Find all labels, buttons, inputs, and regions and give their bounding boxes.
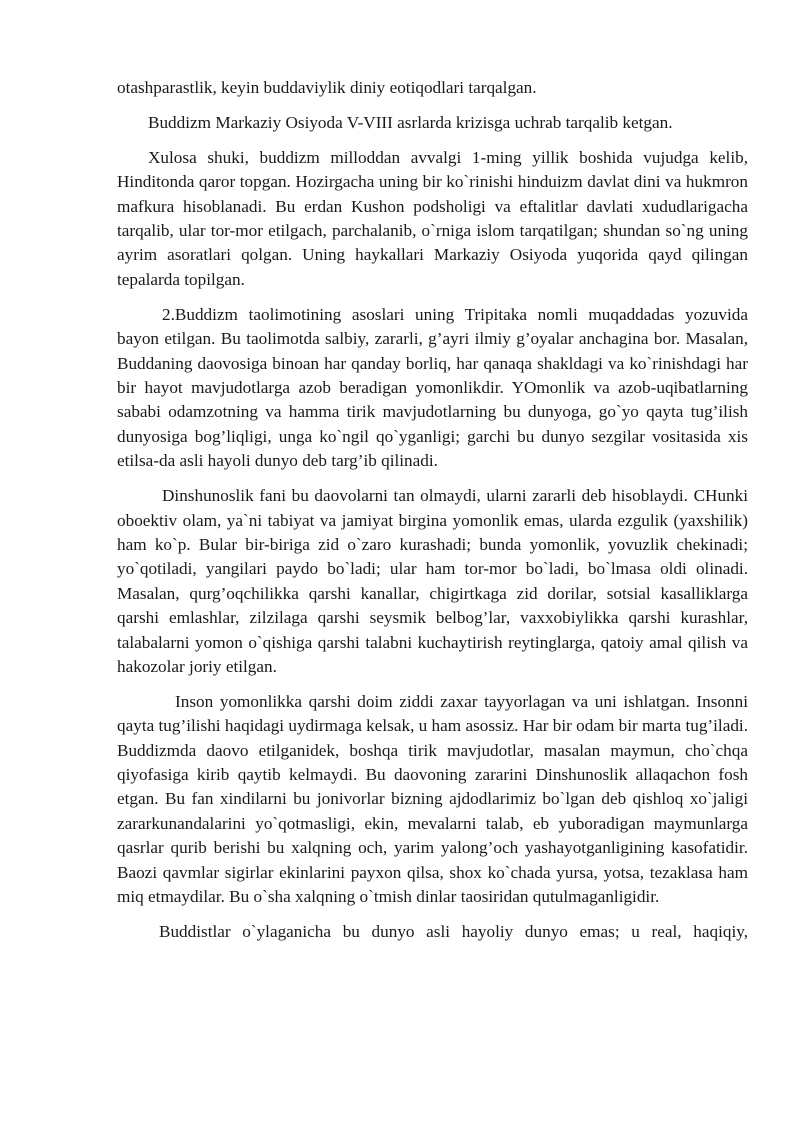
paragraph-continuation: otashparastlik, keyin buddaviylik diniy eotiqodlari tarqalgan. — [117, 78, 537, 97]
paragraph-teaching-basis: 2.Buddizm taolimotining asoslari uning Tripitaka nomli muqaddadas yozuvida bayon etilgan. Bu taolimotda salbiy, zararli, g’ayri ilmiy g’oyalar anchagina bor. Masalan, Buddaning daovosiga binoan har qanday borliq, har qanaqa shakldagi va ko`rinishdagi har bir hayot mavjudotlarga azob beradigan yomonlikdir. YOmonlik va azob-uqibatlarning sababi odamzotning va hamma tirik mavjudotlarning bu dunyoga, go`yo qayta tug’ilish dunyosiga bog’liqligi, unga ko`ngil qo`yganligi; garchi bu dunyo sezgilar vositasida xis etilsa-da asli hayoli dunyo deb targ’ib qilinadi. — [117, 304, 748, 471]
paragraph-conclusion: Xulosa shuki, buddizm milloddan avvalgi 1-ming yillik boshida vujudga kelib, Hinditonda qaror topgan. Hozirgacha uning bir ko`rinishi hinduizm davlat dini va hukmron mafkura hisoblanadi. Bu erdan Kushon podsholigi va eftalitlar davlati xududlarigacha tarqalib, ular tor-mor etilgach, parchalanib, o`rniga islom tarqatilgan; shundan so`ng uning ayrim asoratlari qolgan. Uning haykallari Markaziy Osiyoda yuqorida qayd qilingan tepalarda topilgan. — [117, 147, 748, 289]
paragraph-buddhists: Buddistlar o`ylaganicha bu dunyo asli hayoliy dunyo emas; u real, haqiqiy, — [159, 922, 748, 941]
paragraph-buddism-crisis: Buddizm Markaziy Osiyoda V-VIII asrlarda krizisga uchrab tarqalib ketgan. — [148, 112, 673, 132]
paragraph-religious-studies: Dinshunoslik fani bu daovolarni tan olmaydi, ularni zararli deb hisoblaydi. CHunki oboektiv olam, ya`ni tabiyat va jamiyat birgina yomonlik emas, ularda ezgulik (yaxshilik) ham ko`p. Bular bir-biriga zid o`zaro kurashadi; bunda yomonlik, yovuzlik chekinadi; yo`qotiladi, yangilari paydo bo`ladi; ular ham tor-mor bo`ladi, bo`lmasa oldi olinadi. Masalan, qurg’oqchilikka qarshi kanallar, chigirtkaga zid dorilar, sotsial kasalliklarga qarshi emlashlar, zilzilaga qarshi seysmik belbog’lar, vaxxobiylikka qarshi kurashlar, talabalarni yomon o`qishiga qarshi talabni kuchaytirish reytinglarga, qatoiy amal qilish va hakozolar joriy etilgan. — [117, 486, 748, 676]
paragraph-rebirth: Inson yomonlikka qarshi doim ziddi zaxar tayyorlagan va uni ishlatgan. Insonni qayta tug’ilishi haqidagi uydirmaga kelsak, u ham asossiz. Har bir odam bir marta tug’iladi. Buddizmda daovo etilganidek, boshqa tirik mavjudotlar, masalan maymun, cho`chqa qiyofasiga kirib qaytib kelmaydi. Bu daovoning zararini Dinshunoslik allaqachon fosh etgan. Bu fan xindilarni bu jonivorlar bizning ajdodlarimiz bo`lgan deb qishloq xo`jaligi zararkunandalarini yo`qotmasligi, ekin, mevalarni talab, eb yuboradigan maymunlarga qasrlar qurib berishi bu xalqning och, yarim yalong’och yashayotganligining kasofatidir. Baozi qavmlar sigirlar ekinlarini payxon qilsa, shox ko`chada yursa, yotsa, tezaklasa ham miq etmaydilar. Bu o`sha xalqning o`tmish dinlar taosiridan qutulmaganligidir. — [117, 691, 749, 907]
